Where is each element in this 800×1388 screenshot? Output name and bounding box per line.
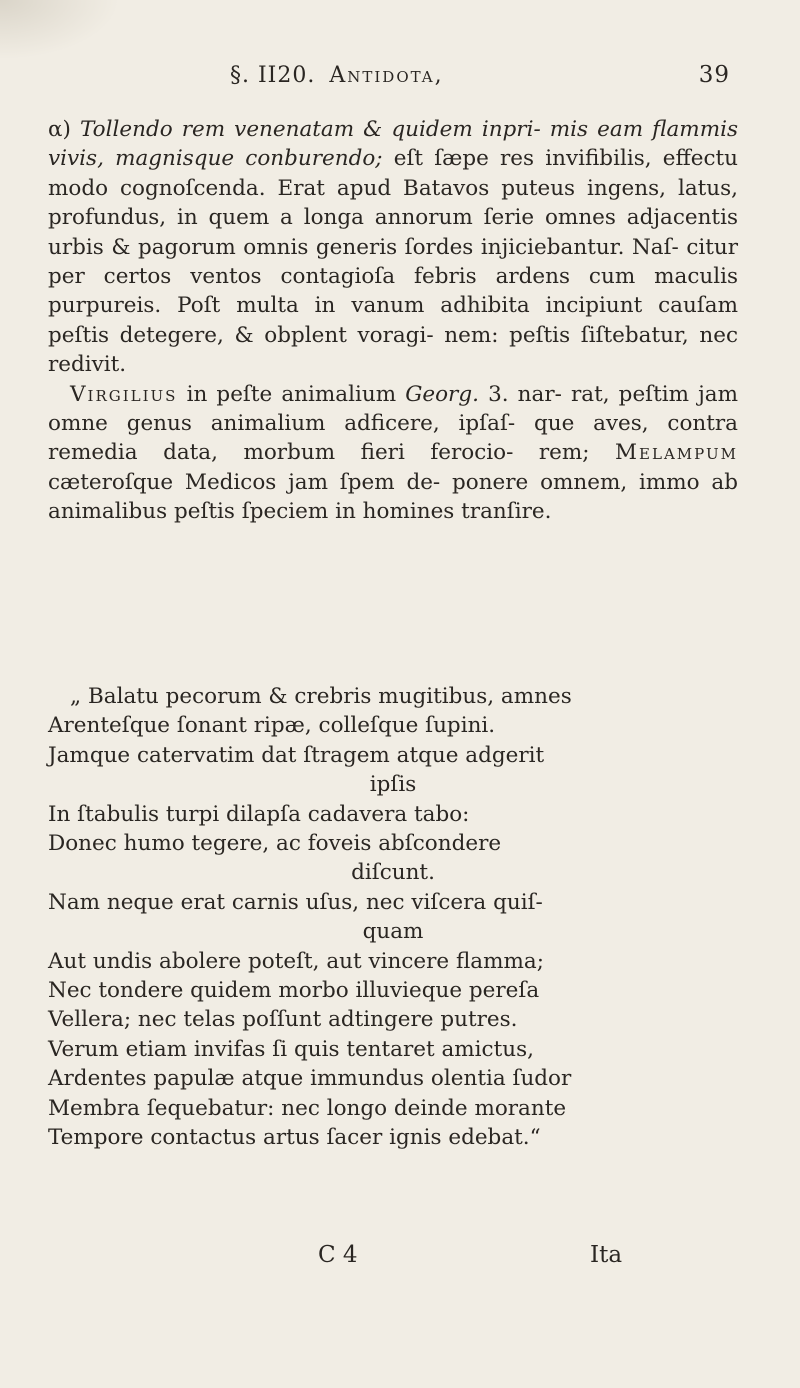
paragraph-2: [48, 380, 738, 527]
verse-line: diſcunt.: [351, 860, 435, 886]
item-marker: α): [48, 117, 71, 142]
verse-line: Nam neque erat carnis uſus, nec viſcera quiſ-: [48, 889, 543, 915]
verse-line: „ Balatu pecorum & crebris mugitibus, amnes: [70, 684, 572, 709]
verse-line: Verum etiam invifas ſi quis tentaret amictus,: [48, 1036, 534, 1062]
paragraph-2-text-c: cæteroſque Medicos jam ſpem de- ponere omnem, immo ab animalibus peſtis ſpeciem in homines tranſire.: [48, 469, 738, 525]
signature-mark: C 4: [318, 1242, 358, 1268]
verse-line: Arenteſque ſonant ripæ, colleſque ſupini.: [48, 713, 496, 739]
verse-line: Aut undis abolere poteſt, aut vincere flamma;: [48, 948, 544, 974]
paragraph-1: [48, 115, 738, 380]
paper-stain: [0, 0, 120, 60]
verse-line: Vellera; nec telas poſſunt adtingere putres.: [48, 1007, 518, 1033]
verse-line: In ſtabulis turpi dilapſa cadavera tabo:: [48, 801, 470, 827]
verse-line: Nec tondere quidem morbo illuvieque pereſa: [48, 978, 540, 1004]
verse-line: Tempore contactus artus ſacer ignis edebat.“: [48, 1125, 541, 1151]
person-name: Melampum: [615, 440, 738, 466]
verse-line: Jamque catervatim dat ſtragem atque adgerit: [48, 742, 545, 768]
page-number: 39: [698, 62, 730, 88]
work-title: Georg.: [405, 381, 479, 407]
running-header: [230, 62, 730, 88]
paragraph-2-text-b: 3. nar- rat, peſtim jam omne genus animalium adficere, ipſaſ- que aves, contra remedia data, morbum fieri ferocio- rem;: [48, 381, 739, 466]
author-name: Virgilius: [70, 381, 178, 407]
italic-lemma: Tollendo rem venenatam & quidem inpri- mis eam flammis vivis, magnisque conburendo;: [48, 117, 738, 172]
paragraph-2-text-a: in peſte animalium: [186, 381, 397, 407]
running-title: Antidota,: [329, 63, 444, 88]
verse-line: Ardentes papulæ atque immundus olentia ſudor: [48, 1066, 572, 1092]
main-text: [48, 115, 738, 527]
verse-line: Membra ſequebatur: nec longo deinde morante: [48, 1095, 567, 1121]
page-footer: [0, 1242, 800, 1282]
section-number: §. II20.: [230, 63, 316, 88]
verse-line: ipſis: [369, 772, 417, 798]
catchword: Ita: [590, 1242, 623, 1268]
verse-line: quam: [362, 919, 424, 945]
verse-line: Donec humo tegere, ac foveis abſcondere: [48, 831, 502, 857]
verse-quotation: [48, 682, 738, 1153]
paragraph-1-text: eſt ſæpe res invifibilis, effectu modo cognoſcenda. Erat apud Batavos puteus ingens, latus, profundus, in quem a longa annorum ſerie omnes adjacentis urbis & pagorum omnis generis ſordes injiciebantur. Naſ- citur per certos ventos contagioſa febris ardens cum maculis purpureis. Poſt multa in vanum adhibita incipiunt cauſam peſtis detegere, & obplent voragi- nem: peſtis ſiſtebatur, nec redivit.: [48, 146, 738, 378]
